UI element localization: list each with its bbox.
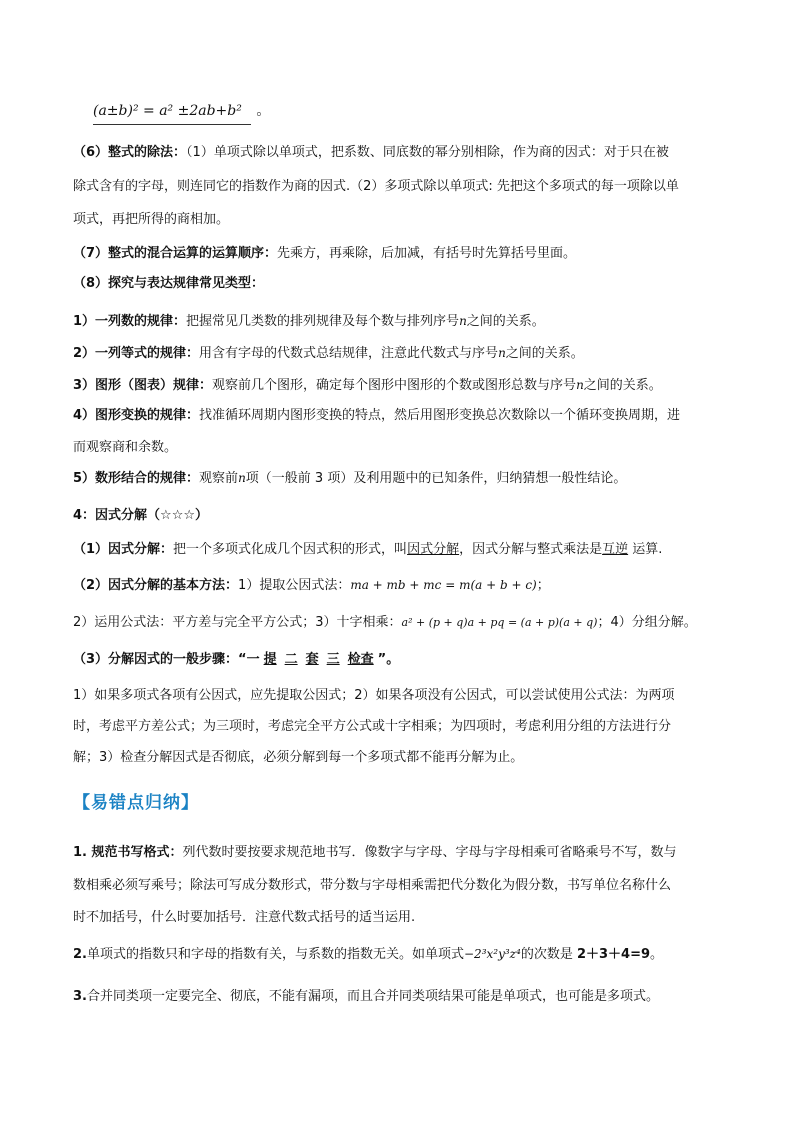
rule5-label: 5）数形结合的规律： (73, 471, 200, 486)
rule2-text: 用含有字母的代数式总结规律，注意此代数式与序号 (199, 346, 499, 361)
rule1-line (73, 311, 733, 332)
factor-methods-line (73, 575, 733, 596)
err2-end: 。 (650, 947, 664, 962)
square-formula (93, 100, 270, 122)
factor-def-pre: 把一个多项式化成几个因式积的形式，叫 (173, 542, 408, 557)
step-extract: 提 (263, 652, 277, 667)
rule2-line (73, 343, 733, 364)
step-check: 检查 (347, 652, 374, 667)
rule2-var: n (498, 346, 506, 360)
cross-multiply-formula: a² + (p + q)a + pq = (a + p)(a + q) (401, 616, 598, 629)
steps-line2: 时，考虑平方差公式；为三项时，考虑完全平方公式或十字相乘；为四项时，考虑利用分组的方法进行分 (73, 719, 672, 734)
item8-heading: （8）探究与表达规律常见类型： (73, 276, 265, 291)
rule5-line (73, 468, 733, 489)
factor-def-tail: 运算. (628, 542, 663, 557)
step-quote-open: “一 (238, 652, 260, 667)
err3-text: 合并同类项一定要完全、彻底，不能有漏项，而且合并同类项结果可能是单项式，也可能是多项式。 (86, 989, 659, 1004)
factor-def-inverse: 互逆 (602, 542, 629, 557)
rule2-tail: 之间的关系。 (505, 346, 584, 361)
factor-methods-tail: ； (536, 578, 550, 593)
err1-line3: 时不加括号，什么时要加括号．注意代数式括号的适当运用. (73, 910, 416, 925)
factor-methods2-pre: 2）运用公式法：平方差与完全平方公式；3）十字相乘： (73, 615, 402, 630)
rule4-line1 (73, 406, 733, 426)
rule3-text: 观察前几个图形，确定每个图形中图形的个数或图形总数与序号 (212, 378, 577, 393)
degree-sum: 2＋3＋4=9 (576, 947, 651, 962)
item7-text: 先乘方，再乘除，后加减，有括号时先算括号里面。 (277, 246, 577, 261)
rule4-text1: 找准循环周期内图形变换的特点，然后用图形变换总次数除以一个循环变换周期，进 (199, 408, 681, 423)
step-quote-close: ”。 (377, 652, 400, 667)
factor-def-line (73, 540, 733, 560)
section-title-errors: 【易错点归纳】 (73, 793, 199, 813)
rule1-tail: 之间的关系。 (466, 314, 545, 329)
rule5-pre: 观察前 (199, 471, 239, 486)
item6-line2: 除式含有的字母，则连同它的指数作为商的因式.（2）多项式除以单项式: 先把这个多项式的每一项除以单 (73, 179, 679, 194)
factor-methods-line2 (73, 613, 733, 633)
rule5-text: 项（一般前 3 项）及利用题中的已知条件，归纳猜想一般性结论。 (245, 471, 627, 486)
rule2-label: 2）一列等式的规律： (73, 346, 200, 361)
err2-line (73, 944, 733, 965)
factor-steps-label: （3）分解因式的一般步骤： (73, 652, 239, 667)
err2-tail: 的次数是 (520, 947, 577, 962)
err2-label: 2. (73, 947, 87, 962)
steps-line1: 1）如果多项式各项有公因式，应先提取公因式；2）如果各项没有公因式，可以尝试使用公式法：为两项 (73, 688, 675, 703)
steps-line3: 解；3）检查分解因式是否彻底，必须分解到每一个多项式都不能再分解为止。 (73, 750, 524, 765)
section4-heading: 4：因式分解（☆☆☆） (73, 508, 209, 523)
formula-underline (93, 124, 251, 125)
factor-def-term: 因式分解 (407, 542, 460, 557)
rule1-label: 1）一列数的规律： (73, 314, 187, 329)
factor-def-mid: ，因式分解与整式乘法是 (459, 542, 603, 557)
factor-methods2-tail: ；4）分组分解。 (597, 615, 697, 630)
rule4-label: 4）图形变换的规律： (73, 408, 200, 423)
item7-line (73, 244, 733, 264)
rule1-text: 把握常见几类数的排列规律及每个数与排列序号 (186, 314, 460, 329)
rule4-line2: 而观察商和余数。 (73, 440, 178, 455)
square-formula-expr: (a±b)² = a² ±2ab+b² (93, 103, 242, 119)
square-formula-tail: 。 (256, 103, 271, 119)
step-apply: 套 (305, 652, 319, 667)
factor-def-label: （1）因式分解： (73, 542, 174, 557)
err1-label: 1. 规范书写格式： (73, 845, 183, 860)
item6-line1 (73, 143, 733, 163)
rule5-var: n (238, 471, 246, 485)
err1-line1 (73, 843, 733, 863)
item7-label: （7）整式的混合运算的运算顺序： (73, 246, 278, 261)
rule3-label: 3）图形（图表）规律： (73, 378, 213, 393)
factor-methods-label: （2）因式分解的基本方法： (73, 578, 239, 593)
rule3-tail: 之间的关系。 (583, 378, 662, 393)
monomial-example: −2³x²y³z⁴ (464, 947, 521, 961)
factor-methods-text: 1）提取公因式法： (238, 578, 351, 593)
err1-text1: 列代数时要按要求规范地书写．像数字与字母、字母与字母相乘可省略乘号不写，数与 (182, 845, 677, 860)
item6-label: （6）整式的除法： (73, 145, 187, 160)
rule1-var: n (459, 314, 467, 328)
rule3-line (73, 375, 733, 396)
step-two: 二 (284, 652, 298, 667)
err2-text: 单项式的指数只和字母的指数有关，与系数的指数无关。如单项式 (86, 947, 464, 962)
factor-steps-heading (73, 650, 733, 670)
item6-text1: （1）单项式除以单项式，把系数、同底数的幂分别相除，作为商的因式：对于只在被 (186, 145, 669, 160)
err1-line2: 数相乘必须写乘号；除法可写成分数形式，带分数与字母相乘需把代分数化为假分数，书写单位名称什么 (73, 878, 672, 893)
rule3-var: n (576, 378, 584, 392)
step-three: 三 (326, 652, 340, 667)
item6-line3: 项式，再把所得的商相加。 (73, 212, 230, 227)
err3-line (73, 987, 733, 1007)
common-factor-formula: ma + mb + mc = m(a + b + c) (350, 578, 537, 592)
err3-label: 3. (73, 989, 87, 1004)
